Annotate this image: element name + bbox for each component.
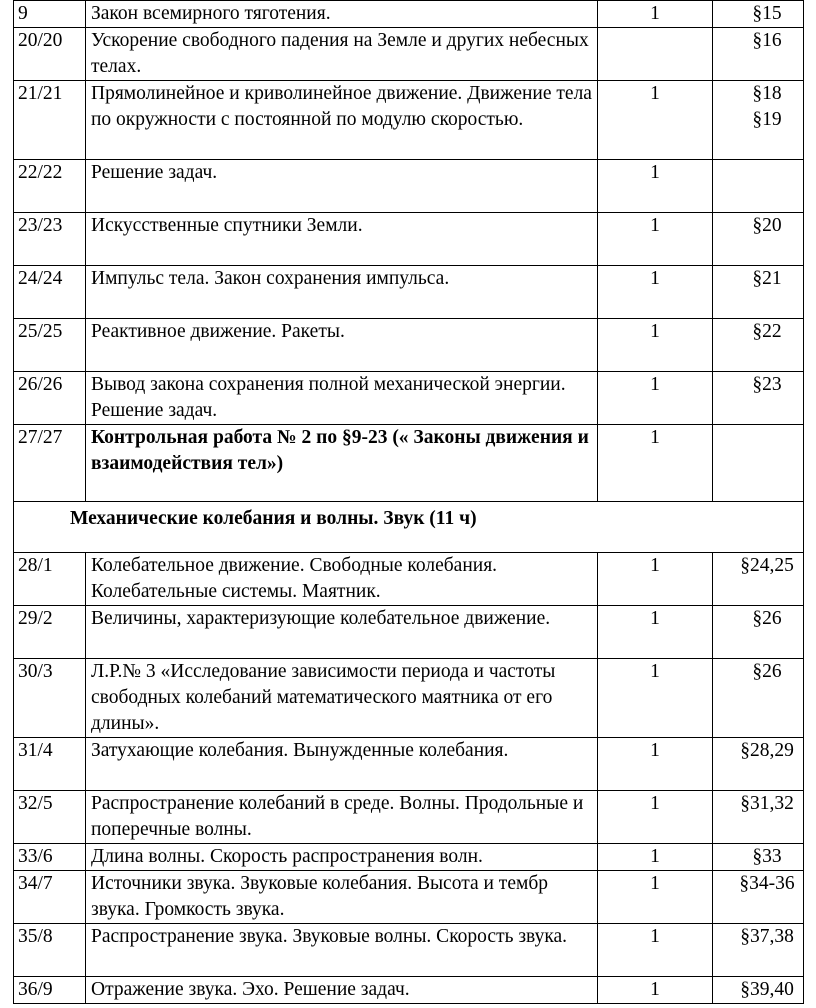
table-row xyxy=(14,871,804,924)
table-row xyxy=(14,266,804,319)
lesson-topic-cell: Решение задач. xyxy=(86,160,598,213)
table-row xyxy=(14,924,804,977)
lesson-topic-cell: Ускорение свободного падения на Земле и других небесных телах. xyxy=(86,28,598,81)
table-body-top xyxy=(14,1,804,502)
table-row xyxy=(14,606,804,659)
paragraph-cell: §26 xyxy=(713,606,804,659)
lesson-topic-cell: Отражение звука. Эхо. Решение задач. xyxy=(86,977,598,1004)
lesson-topic-cell: Длина волны. Скорость распространения волн. xyxy=(86,844,598,871)
hours-cell: 1 xyxy=(598,871,713,924)
table-row xyxy=(14,319,804,372)
hours-cell: 1 xyxy=(598,553,713,606)
paragraph-cell: §28,29 xyxy=(713,738,804,791)
lesson-number-cell: 35/8 xyxy=(14,924,86,977)
paragraph-cell: §24,25 xyxy=(713,553,804,606)
paragraph-cell: §33 xyxy=(713,844,804,871)
table-row xyxy=(14,160,804,213)
hours-cell: 1 xyxy=(598,213,713,266)
hours-cell: 1 xyxy=(598,844,713,871)
lesson-number-cell: 24/24 xyxy=(14,266,86,319)
lesson-topic-cell: Импульс тела. Закон сохранения импульса. xyxy=(86,266,598,319)
lesson-number-cell: 34/7 xyxy=(14,871,86,924)
table-row xyxy=(14,425,804,502)
lesson-number-cell: 28/1 xyxy=(14,553,86,606)
lesson-topic-cell: Искусственные спутники Земли. xyxy=(86,213,598,266)
document-page xyxy=(13,0,804,1004)
lesson-number-cell: 9 xyxy=(14,1,86,28)
hours-cell: 1 xyxy=(598,1,713,28)
paragraph-cell: §22 xyxy=(713,319,804,372)
hours-cell: 1 xyxy=(598,606,713,659)
table-row xyxy=(14,738,804,791)
table-row xyxy=(14,791,804,844)
lesson-topic-cell: Вывод закона сохранения полной механической энергии. Решение задач. xyxy=(86,372,598,425)
paragraph-cell: §15 xyxy=(713,1,804,28)
paragraph-cell: §21 xyxy=(713,266,804,319)
lesson-number-cell: 31/4 xyxy=(14,738,86,791)
hours-cell xyxy=(598,28,713,81)
lesson-number-cell: 22/22 xyxy=(14,160,86,213)
lesson-number-cell: 20/20 xyxy=(14,28,86,81)
lesson-topic-cell: Прямолинейное и криволинейное движение. Движение тела по окружности с постоянной по модулю скоростью. xyxy=(86,81,598,160)
table-row xyxy=(14,659,804,738)
lesson-number-cell: 36/9 xyxy=(14,977,86,1004)
lesson-number-cell: 30/3 xyxy=(14,659,86,738)
section-row-group xyxy=(14,502,804,553)
lesson-number-cell: 27/27 xyxy=(14,425,86,502)
hours-cell: 1 xyxy=(598,791,713,844)
table-row xyxy=(14,28,804,81)
paragraph-cell: §37,38 xyxy=(713,924,804,977)
table-row xyxy=(14,213,804,266)
paragraph-cell: §26 xyxy=(713,659,804,738)
hours-cell: 1 xyxy=(598,659,713,738)
lesson-number-cell: 25/25 xyxy=(14,319,86,372)
lesson-number-cell: 29/2 xyxy=(14,606,86,659)
hours-cell: 1 xyxy=(598,160,713,213)
hours-cell: 1 xyxy=(598,266,713,319)
section-title: Механические колебания и волны. Звук (11 ч) xyxy=(14,502,804,553)
table-row xyxy=(14,1,804,28)
paragraph-cell: §20 xyxy=(713,213,804,266)
lesson-number-cell: 32/5 xyxy=(14,791,86,844)
lesson-topic-cell: Закон всемирного тяготения. xyxy=(86,1,598,28)
lesson-topic-cell: Л.Р.№ 3 «Исследование зависимости периода и частоты свободных колебаний математического маятника от его длины». xyxy=(86,659,598,738)
table-row xyxy=(14,977,804,1004)
hours-cell: 1 xyxy=(598,977,713,1004)
lesson-topic-cell: Источники звука. Звуковые колебания. Высота и тембр звука. Громкость звука. xyxy=(86,871,598,924)
lesson-number-cell: 21/21 xyxy=(14,81,86,160)
paragraph-cell: §39,40 xyxy=(713,977,804,1004)
table-row xyxy=(14,372,804,425)
hours-cell: 1 xyxy=(598,372,713,425)
lesson-number-cell: 23/23 xyxy=(14,213,86,266)
lesson-number-cell: 26/26 xyxy=(14,372,86,425)
lesson-plan-table xyxy=(13,0,804,1004)
hours-cell: 1 xyxy=(598,319,713,372)
section-header-row xyxy=(14,502,804,553)
lesson-number-cell: 33/6 xyxy=(14,844,86,871)
hours-cell: 1 xyxy=(598,738,713,791)
paragraph-cell: §23 xyxy=(713,372,804,425)
lesson-topic-cell: Реактивное движение. Ракеты. xyxy=(86,319,598,372)
hours-cell: 1 xyxy=(598,425,713,502)
table-row xyxy=(14,81,804,160)
paragraph-cell: §16 xyxy=(713,28,804,81)
lesson-topic-cell: Контрольная работа № 2 по §9-23 (« Законы движения и взаимодействия тел») xyxy=(86,425,598,502)
hours-cell: 1 xyxy=(598,81,713,160)
lesson-topic-cell: Колебательное движение. Свободные колебания. Колебательные системы. Маятник. xyxy=(86,553,598,606)
lesson-topic-cell: Распространение звука. Звуковые волны. Скорость звука. xyxy=(86,924,598,977)
paragraph-cell xyxy=(713,160,804,213)
table-body-bottom xyxy=(14,553,804,1004)
lesson-topic-cell: Распространение колебаний в среде. Волны. Продольные и поперечные волны. xyxy=(86,791,598,844)
lesson-topic-cell: Затухающие колебания. Вынужденные колебания. xyxy=(86,738,598,791)
table-row xyxy=(14,553,804,606)
paragraph-cell xyxy=(713,425,804,502)
table-row xyxy=(14,844,804,871)
lesson-topic-cell: Величины, характеризующие колебательное движение. xyxy=(86,606,598,659)
paragraph-cell: §34-36 xyxy=(713,871,804,924)
paragraph-cell: §18 §19 xyxy=(713,81,804,160)
paragraph-cell: §31,32 xyxy=(713,791,804,844)
hours-cell: 1 xyxy=(598,924,713,977)
